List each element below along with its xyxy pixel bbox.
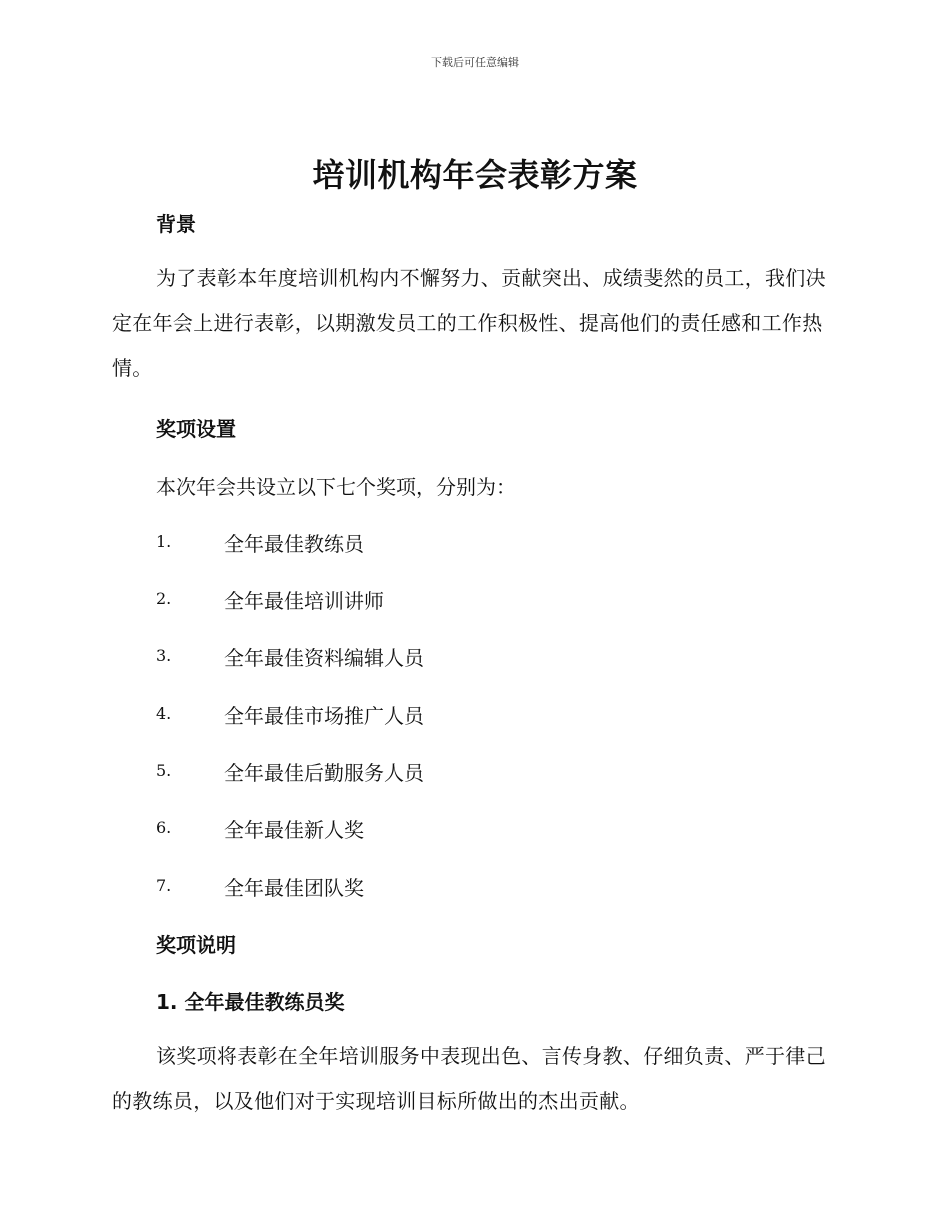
section-heading-explanation: 奖项说明 [156,933,236,957]
section-heading-awards: 奖项设置 [156,417,236,441]
list-label: 全年最佳团队奖 [224,876,364,900]
page-header: 下载后可任意编辑 [431,56,519,69]
award-list-item [156,585,756,615]
best-coach-paragraph: 该奖项将表彰在全年培训服务中表现出色、言传身教、仔细负责、严于律己的教练员，以及他们对于实现培训目标所做出的杰出贡献。 [112,1044,826,1113]
list-number: 2. [156,589,172,608]
award-list-item [156,642,756,672]
background-paragraph: 为了表彰本年度培训机构内不懈努力、贡献突出、成绩斐然的员工，我们决定在年会上进行表彰，以期激发员工的工作积极性、提高他们的责任感和工作热情。 [112,266,826,380]
award-list-item [156,872,756,902]
list-number: 5. [156,761,172,780]
awards-intro: 本次年会共设立以下七个奖项，分别为： [156,475,516,499]
list-number: 1. [156,532,172,551]
award-list-item [156,814,756,844]
list-label: 全年最佳市场推广人员 [224,704,424,728]
list-label: 全年最佳新人奖 [224,818,364,842]
award-list-item [156,757,756,787]
list-number: 4. [156,704,172,723]
list-label: 全年最佳后勤服务人员 [224,761,424,785]
section-heading-background: 背景 [156,212,196,236]
list-number: 3. [156,646,172,665]
list-label: 全年最佳教练员 [224,532,364,556]
list-number: 6. [156,818,172,837]
award-list-item [156,528,756,558]
list-number: 7. [156,876,172,895]
list-label: 全年最佳资料编辑人员 [224,646,424,670]
award-list-item [156,700,756,730]
list-label: 全年最佳培训讲师 [224,589,384,613]
sub-heading-best-coach: 1. 全年最佳教练员奖 [156,990,345,1014]
document-title: 培训机构年会表彰方案 [312,156,638,194]
